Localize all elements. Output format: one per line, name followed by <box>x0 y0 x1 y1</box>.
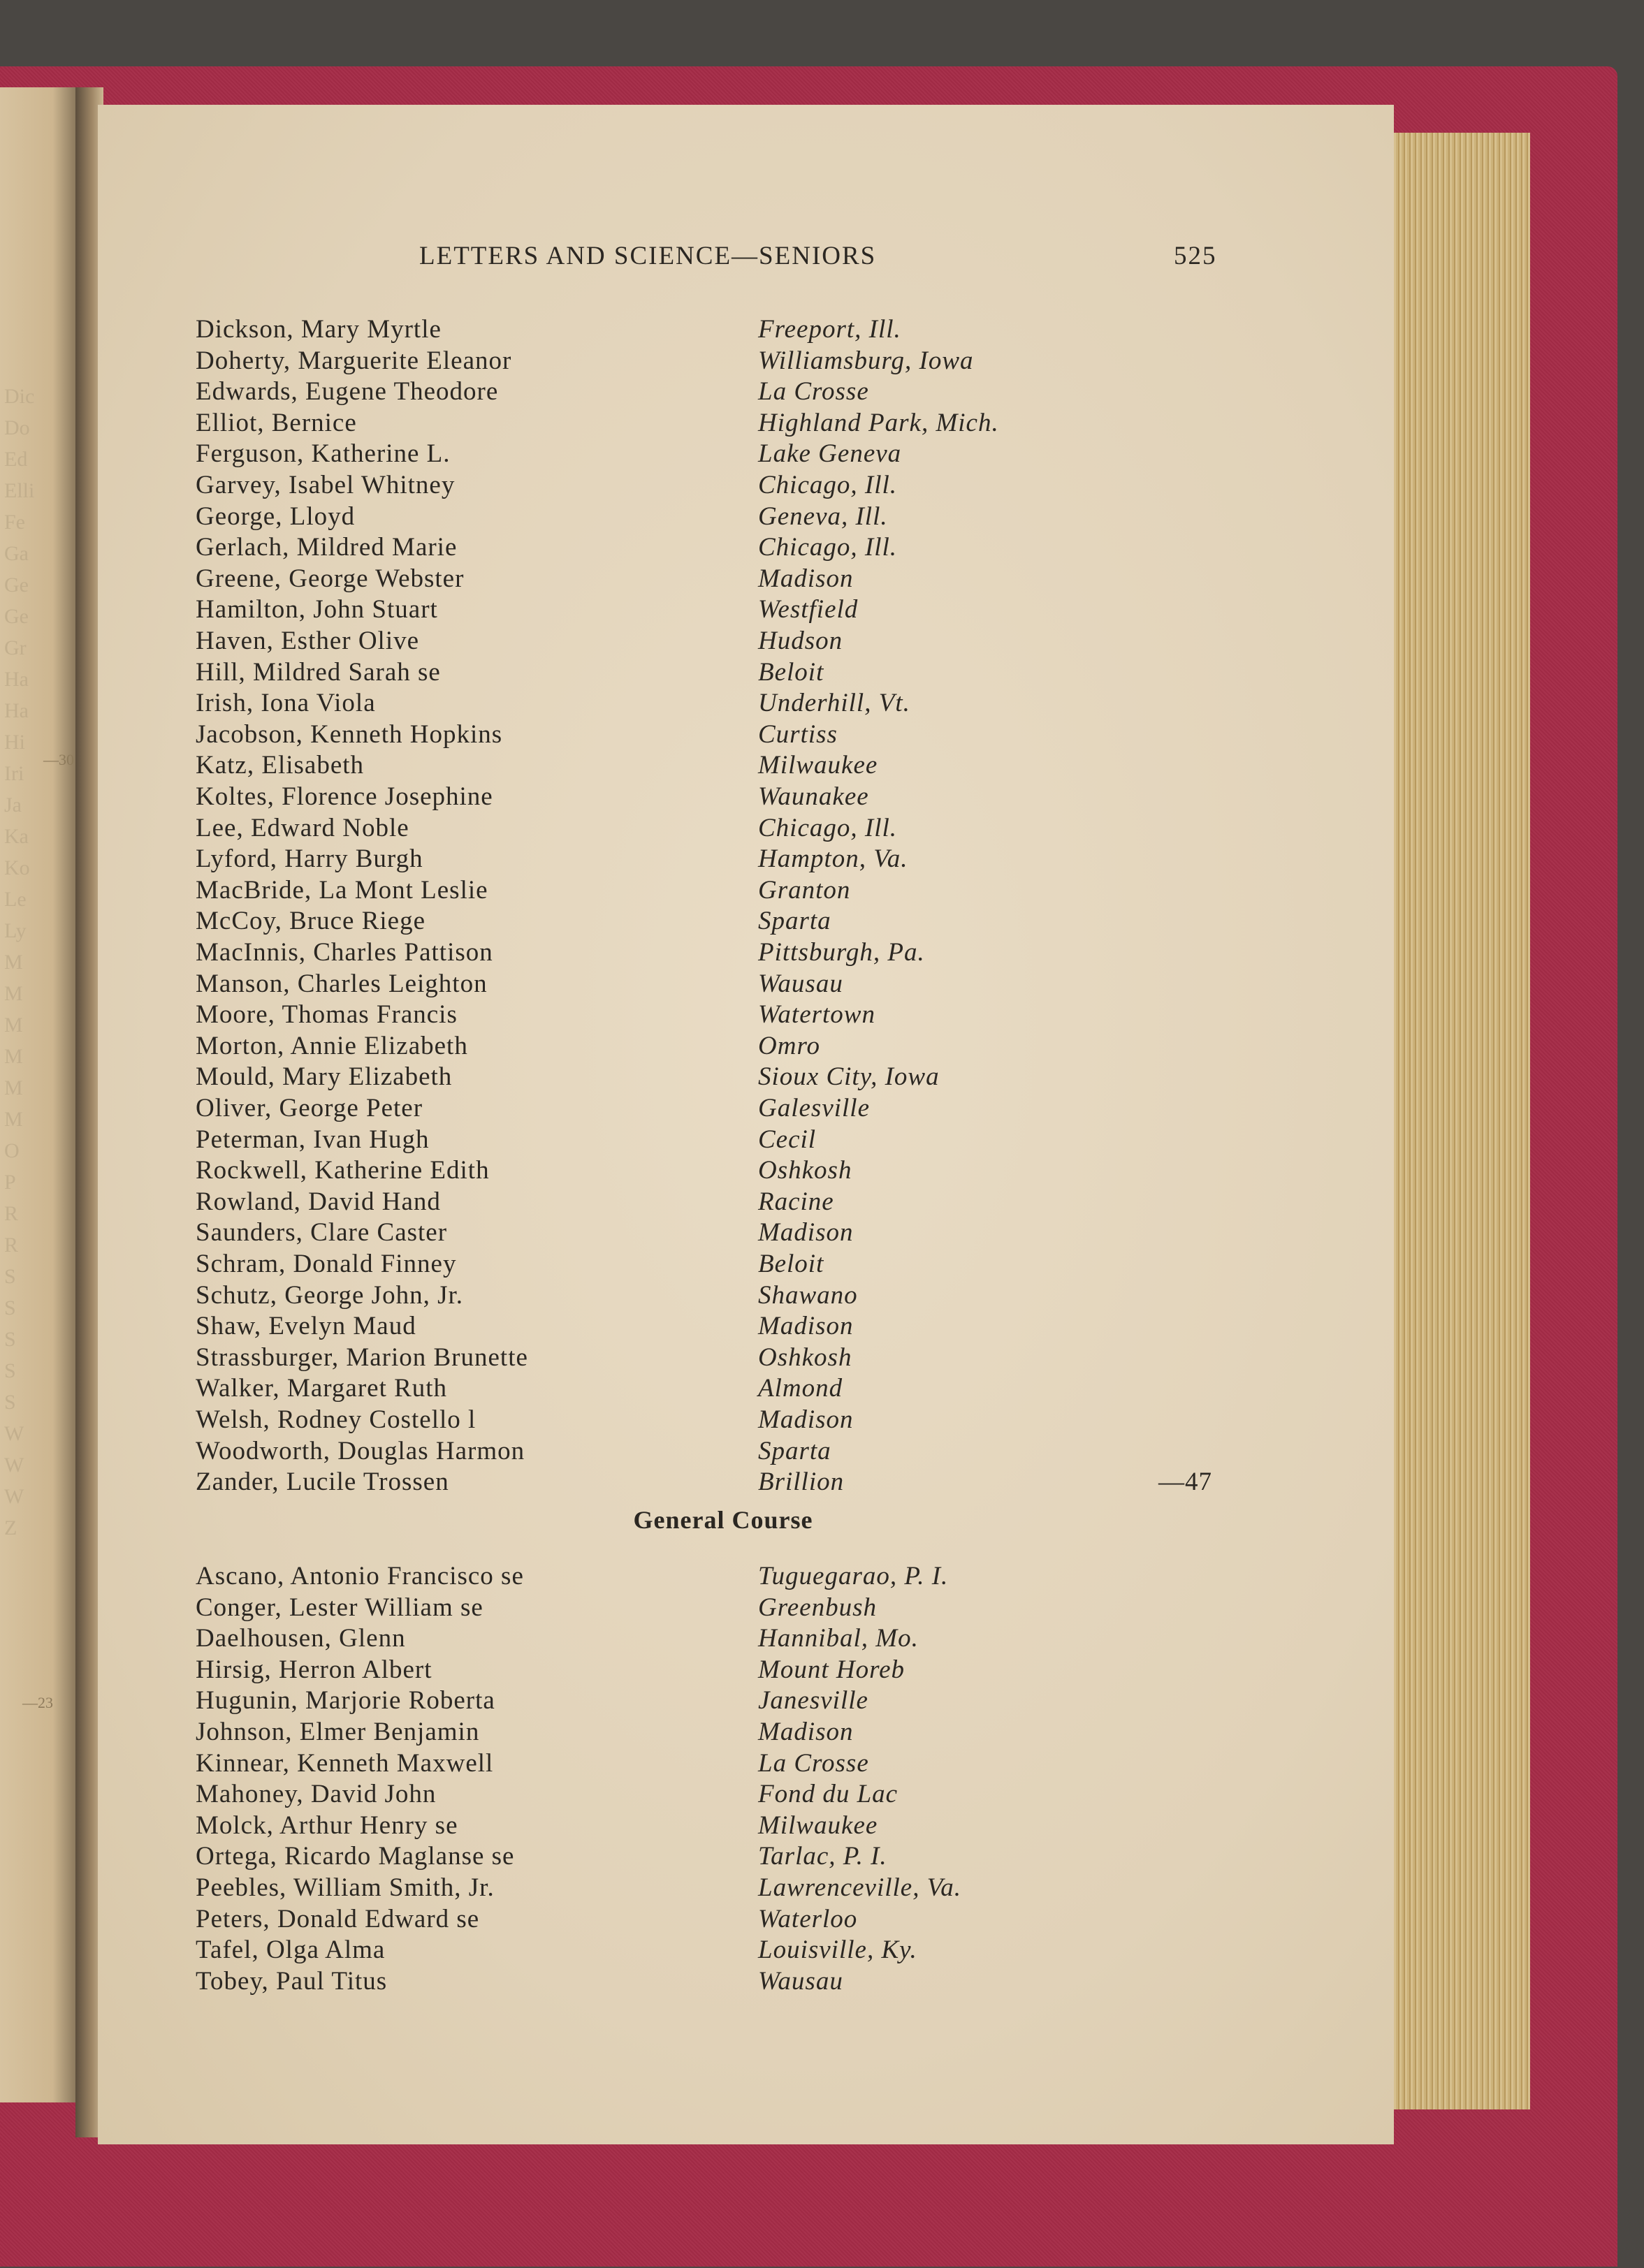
student-name: Schutz, George John, Jr. <box>196 1280 463 1310</box>
student-name: Ferguson, Katherine L. <box>196 439 451 469</box>
facing-page-fragment: Dic <box>4 385 35 408</box>
student-hometown: Galesville <box>758 1094 871 1122</box>
student-hometown: Greenbush <box>758 1593 877 1622</box>
facing-page-fragment: R <box>4 1202 19 1225</box>
student-name: Morton, Annie Elizabeth <box>196 1031 468 1060</box>
student-hometown: Waterloo <box>758 1904 858 1933</box>
student-hometown: Pittsburgh, Pa. <box>758 938 925 967</box>
student-hometown: Shawano <box>758 1280 858 1310</box>
student-name: Strassburger, Marion Brunette <box>196 1342 528 1372</box>
student-name: Elliot, Bernice <box>196 408 357 437</box>
facing-page-fragment: Elli <box>4 479 35 502</box>
facing-page-fragment: M <box>4 1014 23 1037</box>
student-hometown: Sparta <box>758 907 831 936</box>
student-hometown: Almond <box>758 1374 843 1403</box>
student-name: Greene, George Webster <box>196 564 465 593</box>
student-hometown: Madison <box>758 1718 854 1746</box>
student-hometown: Chicago, Ill. <box>758 813 898 842</box>
student-hometown: La Crosse <box>758 377 869 407</box>
student-name: Lyford, Harry Burgh <box>196 844 423 874</box>
student-name: Edwards, Eugene Theodore <box>196 377 499 407</box>
student-name: George, Lloyd <box>196 502 356 531</box>
student-hometown: Beloit <box>758 657 824 687</box>
student-hometown: Lake Geneva <box>758 439 902 469</box>
student-name: Welsh, Rodney Costello l <box>196 1405 477 1434</box>
student-name: Gerlach, Mildred Marie <box>196 533 458 562</box>
student-hometown: Beloit <box>758 1250 824 1278</box>
facing-page-fragment: Ge <box>4 573 29 597</box>
student-name: Rockwell, Katherine Edith <box>196 1156 490 1185</box>
facing-page-fragment: Gr <box>4 636 27 659</box>
facing-page-text <box>4 381 46 1544</box>
student-hometown: Tuguegarao, P. I. <box>758 1562 949 1590</box>
facing-page-fragment: S <box>4 1391 16 1414</box>
student-name: Jacobson, Kenneth Hopkins <box>196 719 503 749</box>
student-hometown: Westfield <box>758 595 859 624</box>
facing-page-fragment: Ed <box>4 448 28 471</box>
page-edges <box>1390 133 1530 2109</box>
facing-page-fragment: M <box>4 1108 23 1131</box>
student-hometown: Hudson <box>758 627 843 655</box>
facing-page-fragment: W <box>4 1422 24 1445</box>
facing-page-fragment: M <box>4 1076 23 1099</box>
facing-page-fragment: S <box>4 1296 16 1319</box>
student-name: Walker, Margaret Ruth <box>196 1374 448 1403</box>
facing-page-mark: —30 <box>43 751 74 768</box>
student-name: Peters, Donald Edward se <box>196 1904 480 1933</box>
facing-page-fragment: Ha <box>4 668 29 691</box>
student-name: Haven, Esther Olive <box>196 627 420 655</box>
student-hometown: Williamsburg, Iowa <box>758 346 974 375</box>
student-name: Daelhousen, Glenn <box>196 1624 406 1653</box>
student-name: Manson, Charles Leighton <box>196 969 488 998</box>
facing-page-fragment: Z <box>4 1516 17 1539</box>
facing-page-fragment: R <box>4 1234 19 1257</box>
student-hometown: Madison <box>758 1218 854 1248</box>
student-name: Peebles, William Smith, Jr. <box>196 1873 495 1902</box>
student-name: Molck, Arthur Henry se <box>196 1810 458 1840</box>
student-hometown: Madison <box>758 1312 854 1341</box>
student-hometown: Madison <box>758 564 854 593</box>
facing-page-fragment: Fe <box>4 511 25 534</box>
student-hometown: Omro <box>758 1031 820 1060</box>
student-hometown: Freeport, Ill. <box>758 315 901 344</box>
student-hometown: Milwaukee <box>758 1810 878 1840</box>
student-hometown: Tarlac, P. I. <box>758 1842 887 1871</box>
student-hometown: Madison <box>758 1405 854 1434</box>
student-hometown: Brillion <box>758 1468 845 1497</box>
student-hometown: Louisville, Ky. <box>758 1936 917 1965</box>
student-name: Peterman, Ivan Hugh <box>196 1125 430 1154</box>
student-hometown: Hampton, Va. <box>758 844 908 874</box>
student-hometown: Mount Horeb <box>758 1655 905 1684</box>
student-hometown: Fond du Lac <box>758 1780 899 1809</box>
student-name: Johnson, Elmer Benjamin <box>196 1718 480 1746</box>
student-name: Ortega, Ricardo Maglanse se <box>196 1842 515 1871</box>
student-hometown: Underhill, Vt. <box>758 689 910 718</box>
facing-page-fragment: Do <box>4 416 30 439</box>
student-hometown: Watertown <box>758 1000 875 1030</box>
student-hometown: Wausau <box>758 969 843 998</box>
student-hometown: Oshkosh <box>758 1156 852 1185</box>
student-name: Moore, Thomas Francis <box>196 1000 458 1030</box>
facing-page-mark: —23 <box>22 1694 53 1711</box>
student-hometown: Cecil <box>758 1125 817 1154</box>
student-name: Saunders, Clare Caster <box>196 1218 448 1248</box>
student-name: Ascano, Antonio Francisco se <box>196 1562 524 1590</box>
section-heading: General Course <box>633 1505 813 1534</box>
facing-page-fragment: Iri <box>4 762 24 785</box>
student-hometown: Waunakee <box>758 782 869 811</box>
student-name: MacBride, La Mont Leslie <box>196 875 488 905</box>
facing-page-fragment: O <box>4 1139 20 1162</box>
student-hometown: Milwaukee <box>758 751 878 780</box>
student-name: Dickson, Mary Myrtle <box>196 315 442 344</box>
student-name: MacInnis, Charles Pattison <box>196 938 493 967</box>
facing-page-fragment: Ly <box>4 919 27 942</box>
student-hometown: Chicago, Ill. <box>758 471 898 499</box>
page-title: LETTERS AND SCIENCE—SENIORS <box>419 242 877 270</box>
student-name: Conger, Lester William se <box>196 1593 483 1622</box>
student-hometown: Wausau <box>758 1966 843 1996</box>
facing-page-fragment: Le <box>4 888 27 911</box>
student-hometown: Chicago, Ill. <box>758 533 898 562</box>
student-hometown: Janesville <box>758 1686 868 1715</box>
facing-page-fragment: M <box>4 951 23 974</box>
student-hometown: Sioux City, Iowa <box>758 1062 940 1092</box>
facing-page-fragment: M <box>4 982 23 1005</box>
student-hometown: Racine <box>758 1187 834 1216</box>
student-name: McCoy, Bruce Riege <box>196 907 425 936</box>
student-name: Koltes, Florence Josephine <box>196 782 493 811</box>
student-hometown: Oshkosh <box>758 1342 852 1372</box>
student-hometown: Hannibal, Mo. <box>758 1624 919 1653</box>
student-name: Irish, Iona Viola <box>196 689 376 718</box>
facing-page-fragment: Ko <box>4 856 30 879</box>
student-hometown: La Crosse <box>758 1748 869 1778</box>
student-name: Mould, Mary Elizabeth <box>196 1062 453 1092</box>
facing-page-fragment: P <box>4 1171 16 1194</box>
student-name: Katz, Elisabeth <box>196 751 365 780</box>
facing-page-fragment: Hi <box>4 731 25 754</box>
student-name: Garvey, Isabel Whitney <box>196 471 456 499</box>
facing-page-fragment: S <box>4 1265 16 1288</box>
facing-page-fragment: W <box>4 1454 24 1477</box>
student-name: Zander, Lucile Trossen <box>196 1468 449 1497</box>
facing-page-fragment: Ja <box>4 793 22 817</box>
student-hometown: Granton <box>758 875 851 905</box>
student-hometown: Highland Park, Mich. <box>758 408 999 437</box>
student-name: Hirsig, Herron Albert <box>196 1655 432 1684</box>
facing-page-fragment: S <box>4 1359 16 1382</box>
student-name: Mahoney, David John <box>196 1780 437 1809</box>
page-number: 525 <box>1174 242 1217 270</box>
student-name: Hugunin, Marjorie Roberta <box>196 1686 495 1715</box>
student-hometown: Lawrenceville, Va. <box>758 1873 961 1902</box>
facing-page-fragment: W <box>4 1485 24 1508</box>
student-name: Tafel, Olga Alma <box>196 1936 386 1965</box>
facing-page-fragment: M <box>4 1045 23 1068</box>
facing-page-fragment: Ge <box>4 605 29 628</box>
facing-page-fragment: Ga <box>4 542 29 565</box>
facing-page-fragment: S <box>4 1328 16 1351</box>
student-name: Hill, Mildred Sarah se <box>196 657 441 687</box>
student-name: Shaw, Evelyn Maud <box>196 1312 416 1341</box>
student-name: Oliver, George Peter <box>196 1094 423 1122</box>
student-hometown: Sparta <box>758 1436 831 1465</box>
student-hometown: Curtiss <box>758 719 838 749</box>
student-hometown: Geneva, Ill. <box>758 502 888 531</box>
student-name: Hamilton, John Stuart <box>196 595 438 624</box>
student-name: Woodworth, Douglas Harmon <box>196 1436 525 1465</box>
student-name: Kinnear, Kenneth Maxwell <box>196 1748 494 1778</box>
student-name: Tobey, Paul Titus <box>196 1966 388 1996</box>
page <box>98 105 1394 2144</box>
student-name: Doherty, Marguerite Eleanor <box>196 346 512 375</box>
student-name: Rowland, David Hand <box>196 1187 441 1216</box>
student-count: —47 <box>1158 1468 1212 1497</box>
student-name: Lee, Edward Noble <box>196 813 409 842</box>
student-name: Schram, Donald Finney <box>196 1250 457 1278</box>
facing-page <box>0 87 75 2102</box>
facing-page-fragment: Ka <box>4 825 29 848</box>
facing-page-fragment: Ha <box>4 699 29 722</box>
